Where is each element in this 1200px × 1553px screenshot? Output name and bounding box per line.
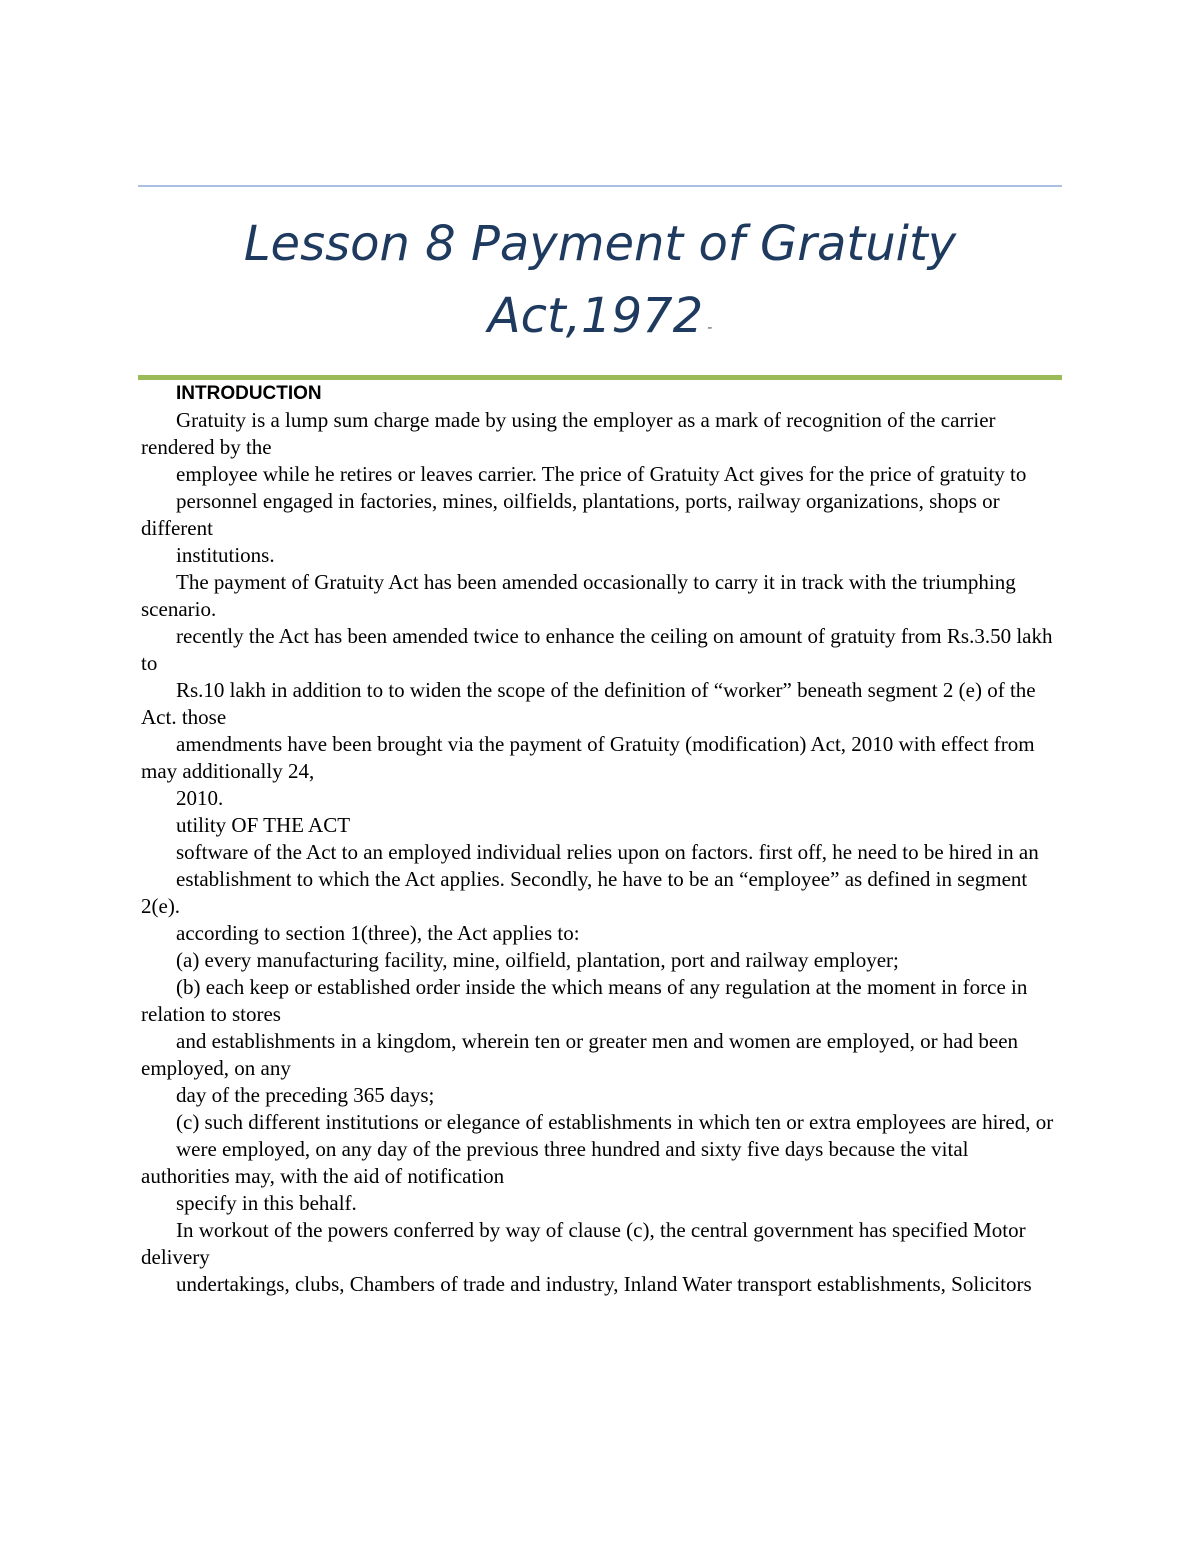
paragraph: software of the Act to an employed individual relies upon on factors. first off, he need to be hired in an bbox=[176, 840, 1039, 864]
paragraph: undertakings, clubs, Chambers of trade and industry, Inland Water transport establishments, Solicitors bbox=[176, 1272, 1032, 1296]
paragraph: utility OF THE ACT bbox=[176, 813, 351, 837]
paragraph: (b) each keep or established order inside the which means of any regulation at the moment in force in relation to stores bbox=[141, 975, 1028, 1026]
title-line-2 bbox=[138, 280, 1062, 364]
title-line-2-text: Act,1972 bbox=[487, 288, 704, 344]
title-line-1: Lesson 8 Payment of Gratuity bbox=[243, 216, 957, 272]
paragraph: recently the Act has been amended twice to enhance the ceiling on amount of gratuity from Rs.3.50 lakh to bbox=[141, 624, 1053, 675]
top-rule bbox=[138, 185, 1062, 187]
paragraph: establishment to which the Act applies. Secondly, he have to be an “employee” as defined in segment 2(e). bbox=[141, 867, 1028, 918]
body-text bbox=[141, 407, 1061, 1298]
paragraph: (c) such different institutions or elegance of establishments in which ten or extra employees are hired, or bbox=[176, 1110, 1054, 1134]
paragraph: according to section 1(three), the Act applies to: bbox=[176, 921, 580, 945]
paragraph: institutions. bbox=[176, 543, 275, 567]
paragraph: Rs.10 lakh in addition to to widen the scope of the definition of “worker” beneath segment 2 (e) of the Act. those bbox=[141, 678, 1036, 729]
paragraph: day of the preceding 365 days; bbox=[176, 1083, 435, 1107]
paragraph: and establishments in a kingdom, wherein ten or greater men and women are employed, or had been employed, on any bbox=[141, 1029, 1019, 1080]
paragraph: amendments have been brought via the payment of Gratuity (modification) Act, 2010 with effect from may additionally 24, bbox=[141, 732, 1035, 783]
paragraph: were employed, on any day of the previous three hundred and sixty five days because the vital authorities may, with the aid of notification bbox=[141, 1137, 969, 1188]
paragraph: personnel engaged in factories, mines, oilfields, plantations, ports, railway organizations, shops or different bbox=[141, 489, 1000, 540]
paragraph: employee while he retires or leaves carrier. The price of Gratuity Act gives for the price of gratuity to bbox=[176, 462, 1027, 486]
paragraph: In workout of the powers conferred by way of clause (c), the central government has specified Motor delivery bbox=[141, 1218, 1026, 1269]
paragraph: specify in this behalf. bbox=[176, 1191, 357, 1215]
section-heading: INTRODUCTION bbox=[176, 383, 322, 404]
paragraph: The payment of Gratuity Act has been amended occasionally to carry it in track with the triumphing scenario. bbox=[141, 570, 1016, 621]
title-mark: - bbox=[707, 320, 713, 336]
paragraph: Gratuity is a lump sum charge made by using the employer as a mark of recognition of the carrier rendered by the bbox=[141, 408, 996, 459]
page-title bbox=[138, 208, 1062, 364]
paragraph: 2010. bbox=[176, 786, 224, 810]
paragraph: (a) every manufacturing facility, mine, oilfield, plantation, port and railway employer; bbox=[176, 948, 899, 972]
